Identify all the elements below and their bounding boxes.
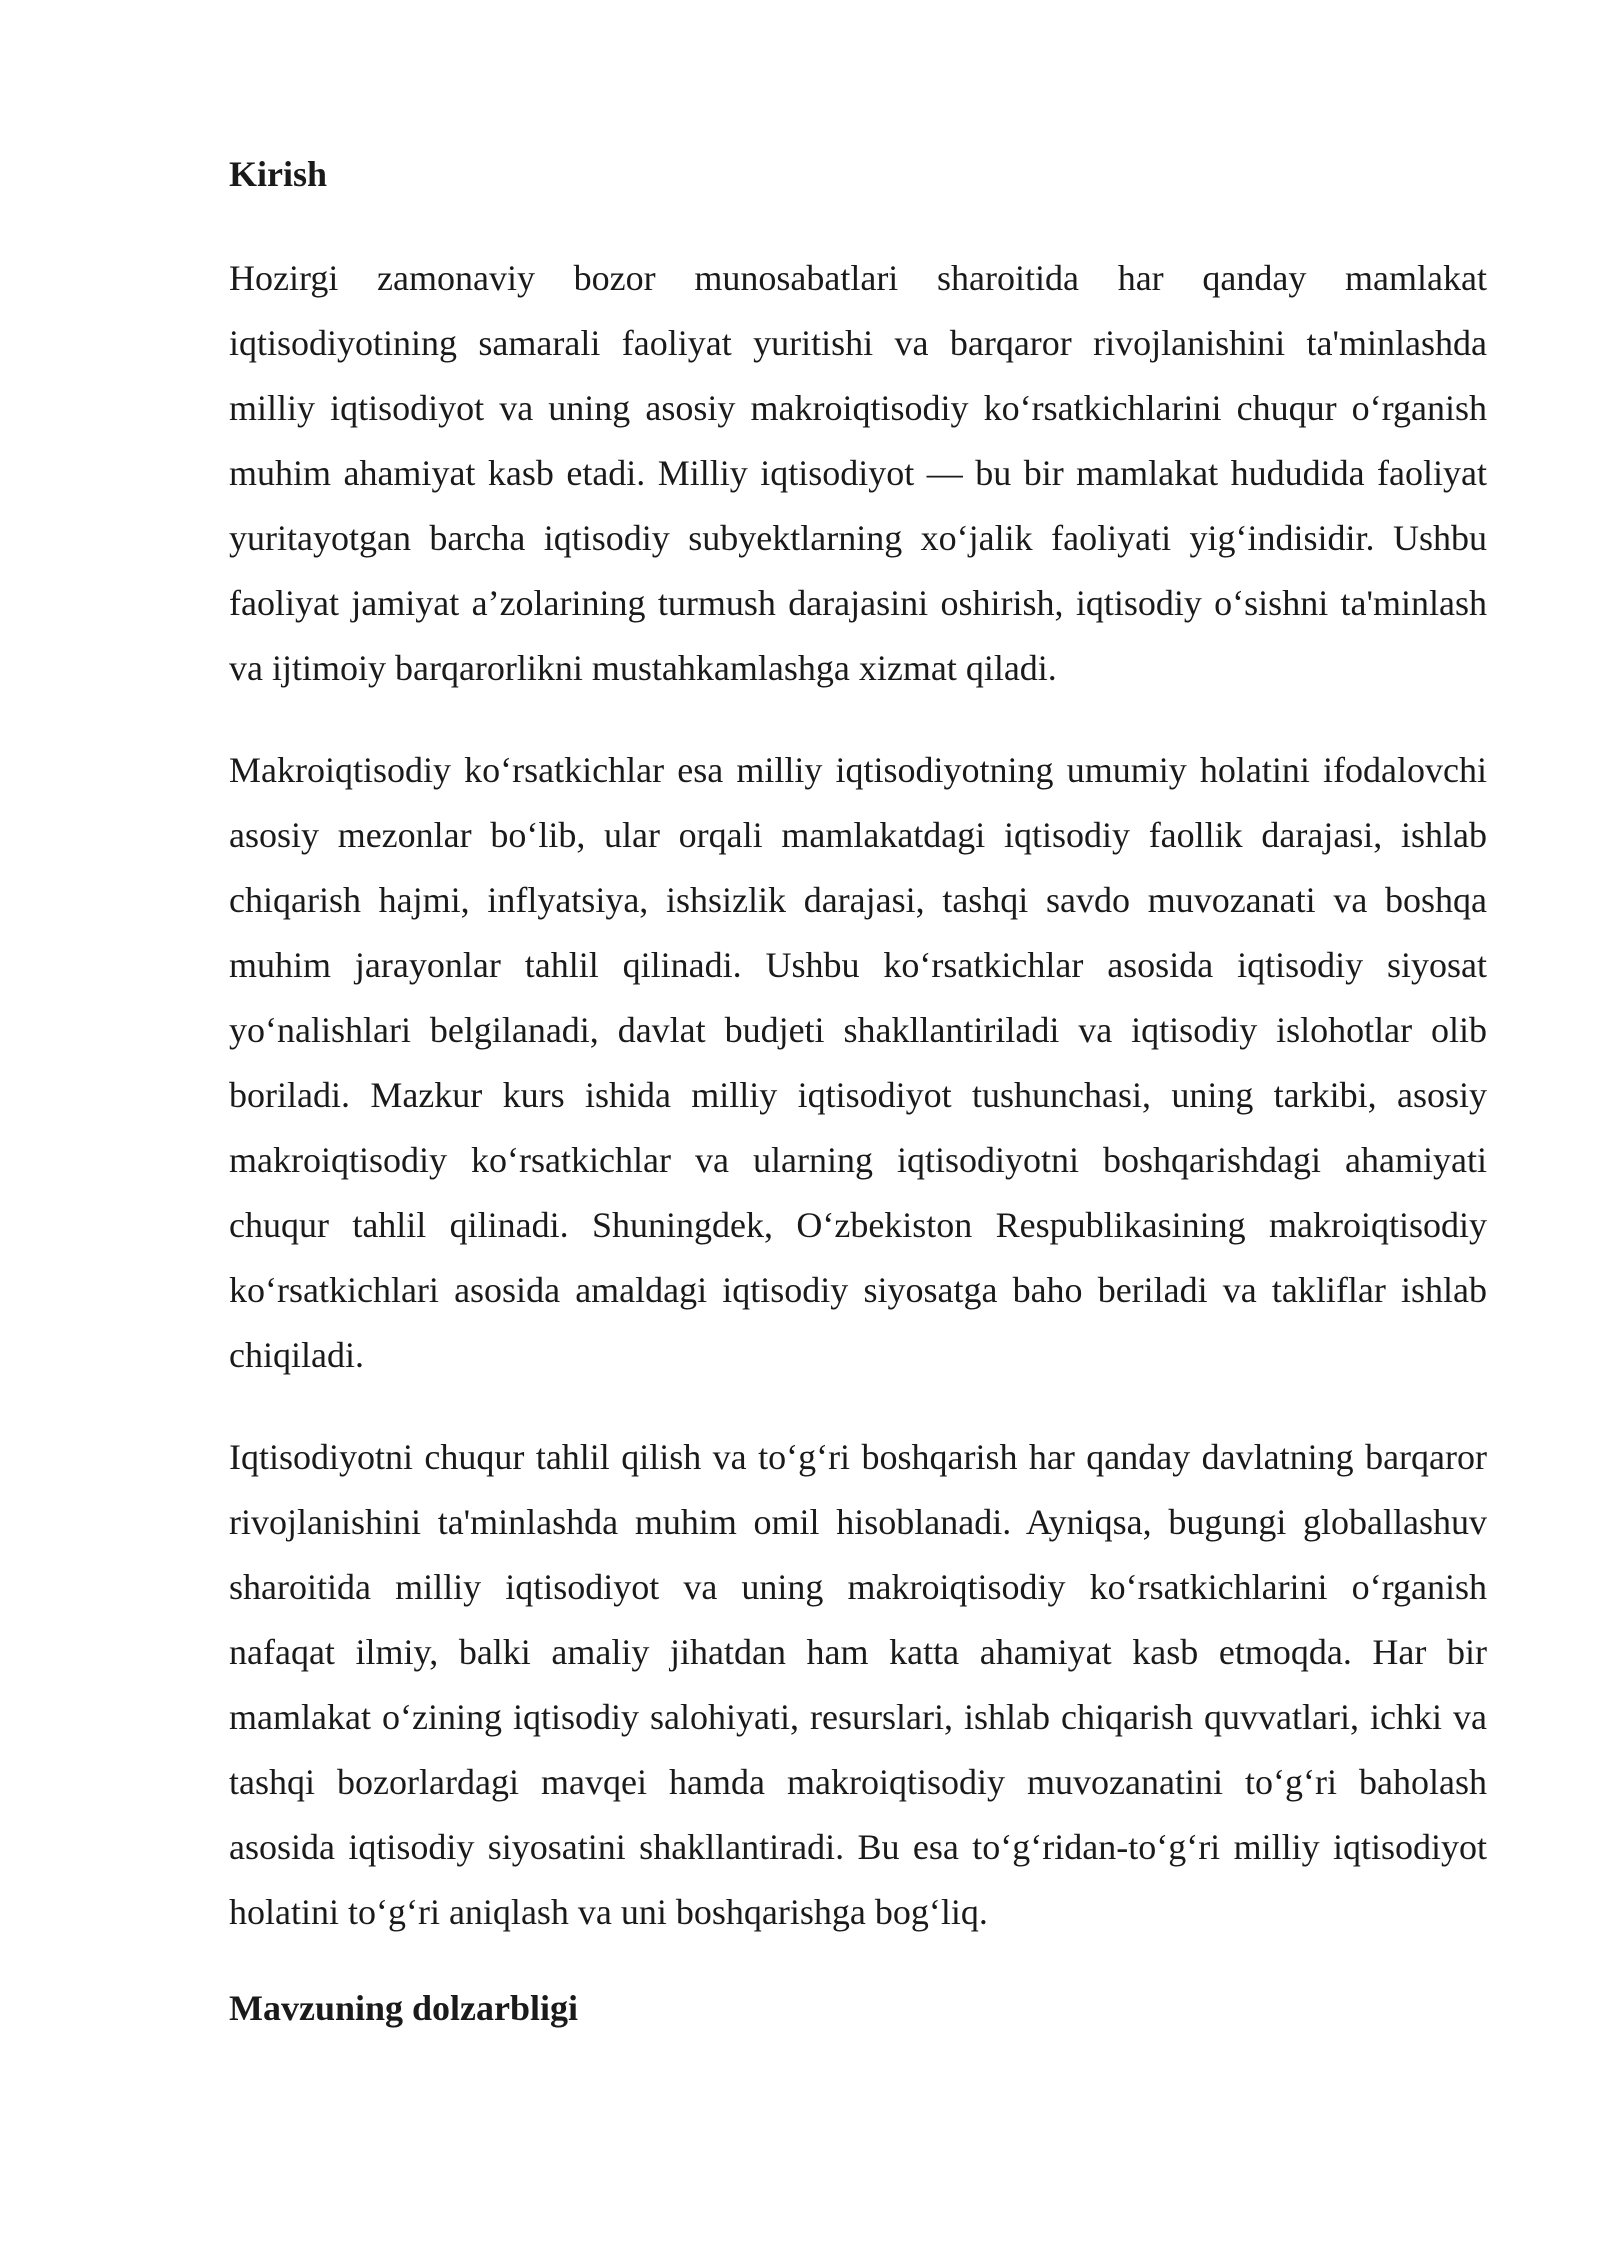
paragraph-2: Makroiqtisodiy ko‘rsatkichlar esa milliy iqtisodiyotning umumiy holatini ifodalovchi asosiy mezonlar bo‘lib, ular orqali mamlakatdagi iqtisodiy faollik darajasi, ishlab chiqarish hajmi, inflyatsiya, ishsizlik darajasi, tashqi savdo muvozanati va boshqa muhim jarayonlar tahlil qilinadi. Ushbu ko‘rsatkichlar asosida iqtisodiy siyosat yo‘nalishlari belgilanadi, davlat budjeti shakllantiriladi va iqtisodiy islohotlar olib boriladi. Mazkur kurs ishida milliy iqtisodiyot tushunchasi, uning tarkibi, asosiy makroiqtisodiy ko‘rsatkichlar va ularning iqtisodiyotni boshqarishdagi ahamiyati chuqur tahlil qilinadi. Shuningdek, O‘zbekiston Respublikasining makroiqtisodiy ko‘rsatkichlari asosida amaldagi iqtisodiy siyosatga baho beriladi va takliflar ishlab chiqiladi.	[229, 750, 1487, 1375]
paragraph-3: Iqtisodiyotni chuqur tahlil qilish va to‘g‘ri boshqarish har qanday davlatning barqaror rivojlanishini ta'minlashda muhim omil hisoblanadi. Ayniqsa, bugungi globallashuv sharoitida milliy iqtisodiyot va uning makroiqtisodiy ko‘rsatkichlarini o‘rganish nafaqat ilmiy, balki amaliy jihatdan ham katta ahamiyat kasb etmoqda. Har bir mamlakat o‘zining iqtisodiy salohiyati, resurslari, ishlab chiqarish quvvatlari, ichki va tashqi bozorlardagi mavqei hamda makroiqtisodiy muvozanatini to‘g‘ri baholash asosida iqtisodiy siyosatini shakllantiradi. Bu esa to‘g‘ridan-to‘g‘ri milliy iqtisodiyot holatini to‘g‘ri aniqlash va uni boshqarishga bog‘liq.	[229, 1437, 1487, 1932]
heading-intro: Kirish	[229, 154, 328, 194]
paragraph-1: Hozirgi zamonaviy bozor munosabatlari sharoitida har qanday mamlakat iqtisodiyotining samarali faoliyat yuritishi va barqaror rivojlanishini ta'minlashda milliy iqtisodiyot va uning asosiy makroiqtisodiy ko‘rsatkichlarini chuqur o‘rganish muhim ahamiyat kasb etadi. Milliy iqtisodiyot — bu bir mamlakat hududida faoliyat yuritayotgan barcha iqtisodiy subyektlarning xo‘jalik faoliyati yig‘indisidir. Ushbu faoliyat jamiyat a’zolarining turmush darajasini oshirish, iqtisodiy o‘sishni ta'minlash va ijtimoiy barqarorlikni mustahkamlashga xizmat qiladi.	[229, 258, 1487, 688]
document-page	[229, 148, 1487, 2034]
heading-relevance: Mavzuning dolzarbligi	[229, 1988, 579, 2028]
